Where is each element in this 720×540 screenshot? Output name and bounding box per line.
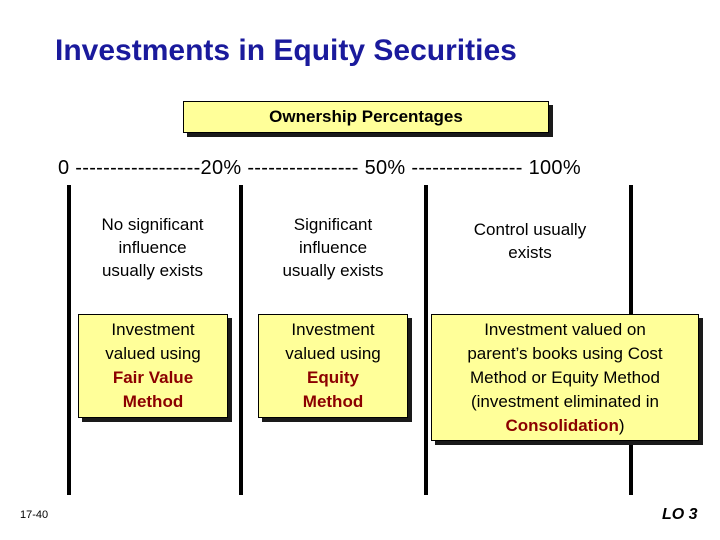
desc-line: No significant	[101, 215, 204, 234]
box-line: Investment valued on	[484, 320, 646, 339]
box-line: Investment	[111, 320, 195, 339]
box-line: (investment eliminated in	[470, 392, 660, 411]
desc-line: Control usually	[473, 220, 587, 239]
divider-50-percent	[424, 185, 428, 495]
desc-line: Significant	[293, 215, 373, 234]
method-name-line: Fair Value	[112, 368, 194, 387]
closing-paren: )	[618, 416, 625, 435]
desc-line: exists	[508, 243, 552, 262]
divider-0-percent	[67, 185, 71, 495]
box-line: Investment	[291, 320, 375, 339]
description-20-to-50	[258, 213, 408, 282]
box-line: valued using	[285, 344, 381, 363]
description-over-50	[445, 218, 615, 264]
method-name-line: Equity	[307, 368, 359, 387]
ownership-percentages-label	[183, 101, 549, 133]
page-title: Investments in Equity Securities	[55, 34, 517, 67]
slide-number: 17-40	[20, 509, 49, 521]
box-line-consolidation	[432, 414, 698, 438]
consolidation-word: Consolidation	[505, 416, 619, 435]
method-name-line: Method	[122, 392, 184, 411]
desc-line: usually exists	[282, 261, 384, 280]
divider-20-percent	[239, 185, 243, 495]
learning-objective: LO 3	[662, 506, 698, 523]
percentage-scale: 0 ------------------20% ---------------- 50% ---------------- 100%	[58, 157, 581, 179]
method-name-line: Method	[302, 392, 364, 411]
box-line: Method or Equity Method	[470, 368, 660, 387]
desc-line: influence	[298, 238, 368, 257]
desc-line: usually exists	[101, 261, 204, 280]
consolidation-box	[431, 314, 699, 441]
ownership-label-text: Ownership Percentages	[269, 107, 463, 126]
box-line: parent’s books using Cost	[467, 344, 663, 363]
box-line: valued using	[105, 344, 201, 363]
equity-method-box	[258, 314, 408, 418]
fair-value-method-box	[78, 314, 228, 418]
desc-line: influence	[118, 238, 187, 257]
description-under-20	[80, 213, 225, 282]
